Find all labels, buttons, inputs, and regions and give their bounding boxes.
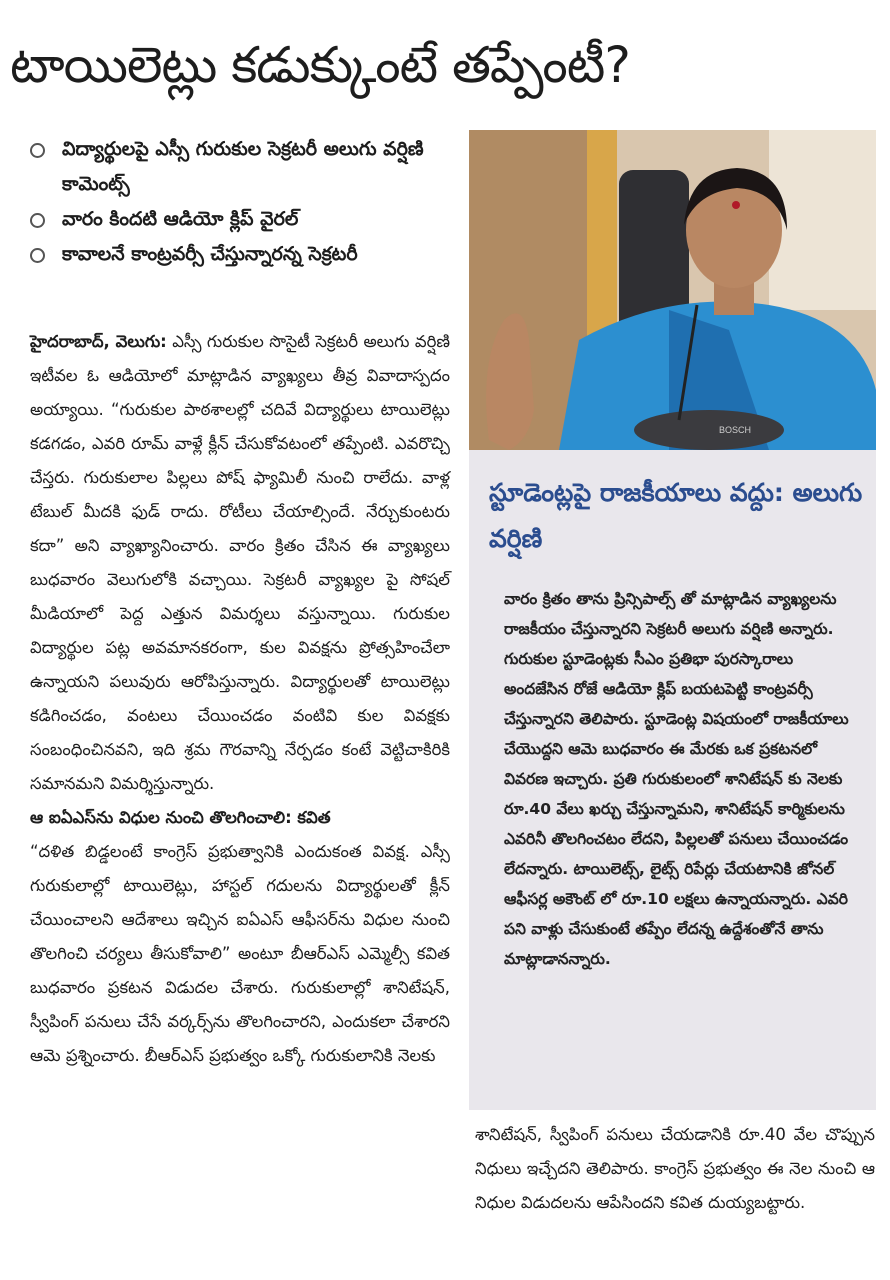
- mic-brand-label: BOSCH: [719, 425, 752, 435]
- dateline: హైదరాబాద్, వెలుగు:: [30, 332, 167, 351]
- bullet-ring-icon: [30, 248, 45, 263]
- highlight-item: [30, 202, 460, 237]
- sidebar-title: స్టూడెంట్లపై రాజకీయాలు వద్దు: అలుగు వర్షిణి: [489, 478, 863, 553]
- headline: టాయిలెట్లు కడుక్కుంటే తప్పేంటీ?: [10, 36, 630, 94]
- highlight-item: [30, 237, 460, 272]
- article-body: [30, 325, 450, 1073]
- highlight-item: [30, 132, 460, 202]
- article-continuation: శానిటేషన్, స్వీపింగ్ పనులు చేయడానికి రూ.40 వేల చొప్పున నిధులు ఇచ్చేదని తెలిపారు. కాంగ్రెస్ ప్రభుత్వం ఈ నెల నుంచి ఆ నిధుల విడుదలను ఆపేసిందని కవిత దుయ్యబట్టారు.: [475, 1125, 875, 1212]
- article-paragraph: “దళిత బిడ్డలంటే కాంగ్రెస్ ప్రభుత్వానికి ఎందుకంత వివక్ష. ఎస్సీ గురుకులాల్లో టాయిలెట్లు, హాస్టల్ గదులను విద్యార్థులతో క్లీన్ చేయించాలని ఆదేశాలు ఇచ్చిన ఐఏఎస్ ఆఫీసర్‌ను విధుల నుంచి తొలగించి చర్యలు తీసుకోవాలి” అంటూ బీఆర్ఎస్ ఎమ్మెల్సీ కవిత బుధవారం ప్రకటన విడుదల చేశారు. గురుకులాల్లో శానిటేషన్, స్వీపింగ్ పనులు చేసే వర్కర్స్‌ను తొలగించారని, ఎందుకలా చేశారని ఆమె ప్రశ్నించారు. బీఆర్ఎస్ ప్రభుత్వం ఒక్కో గురుకులానికి నెలకు: [30, 842, 450, 1065]
- sidebar-body: వారం క్రితం తాను ప్రిన్సిపాల్స్ తో మాట్లాడిన వ్యాఖ్యలను రాజకీయం చేస్తున్నారని సెక్రటరీ అలుగు వర్షిణి అన్నారు. గురుకుల స్టూడెంట్లకు సీఎం ప్రతిభా పురస్కారాలు అందజేసిన రోజే ఆడియో క్లిప్ బయటపెట్టి కాంట్రవర్సీ చేస్తున్నారని తెలిపారు. స్టూడెంట్ల విషయంలో రాజకీయాలు చేయొద్దని ఆమె బుధవారం ఈ మేరకు ఒక ప్రకటనలో వివరణ ఇచ్చారు. ప్రతి గురుకులంలో శానిటేషన్ కు నెలకు రూ.40 వేలు ఖర్చు చేస్తున్నామని, శానిటేషన్ కార్మికులను ఎవరినీ తొలగించటం లేదని, పిల్లలతో పనులు చేయించడం లేదన్నారు. టాయిలెట్స్, లైట్స్ రిపేర్లు చేయటానికి జోనల్ ఆఫీసర్ల అకౌంట్ లో రూ.10 లక్షలు ఉన్నాయన్నారు. ఎవరి పని వాళ్లు చేసుకుంటే తప్పేం లేదన్న ఉద్దేశంతోనే తాను మాట్లాడానన్నారు.: [504, 590, 849, 968]
- article-paragraph: [30, 325, 450, 801]
- highlights-list: [30, 132, 460, 272]
- paragraph-text: ఎస్సీ గురుకుల సొసైటీ సెక్రటరీ అలుగు వర్షిణి ఇటీవల ఓ ఆడియోలో మాట్లాడిన వ్యాఖ్యలు తీవ్ర వివాదాస్పదం అయ్యాయి. “గురుకుల పాఠశాలల్లో చదివే విద్యార్థులు టాయిలెట్లు కడగడం, ఎవరి రూమ్ వాళ్లే క్లీన్ చేసుకోవటంలో తప్పేంటి. ఎవరొచ్చి చేస్తరు. గురుకులాల పిల్లలు పోష్ ఫ్యామిలీ నుంచి రాలేదు. వాళ్ల టేబుల్ మీదకి ఫుడ్ రాదు. రోటీలు చేయాల్సిందే. నేర్చుకుంటరు కదా” అని వ్యాఖ్యానించారు. వారం క్రితం చేసిన ఈ వ్యాఖ్యలు బుధవారం వెలుగులోకి వచ్చాయి. సెక్రటరీ వ్యాఖ్యల పై సోషల్ మీడియాలో పెద్ద ఎత్తున విమర్శలు వస్తున్నాయి. గురుకుల విద్యార్థుల పట్ల అవమానకరంగా, కుల వివక్షను ప్రోత్సహించేలా ఉన్నాయని పలువురు ఆరోపిస్తున్నారు. విద్యార్థులతో టాయిలెట్లు కడిగించడం, వంటలు చేయించడం వంటివి కుల వివక్షకు సంబంధించినవని, ఇది శ్రమ గౌరవాన్ని నేర్పడం కంటే వెట్టిచాకిరికి సమానమని విమర్శిస్తున్నారు.: [30, 332, 450, 793]
- highlight-text: విద్యార్థులపై ఎస్సీ గురుకుల సెక్రటరీ అలుగు వర్షిణి కామెంట్స్: [62, 138, 424, 195]
- portrait-illustration: [469, 130, 876, 450]
- subheading: ఆ ఐఏఎస్‌ను విధుల నుంచి తొలగించాలి: కవిత: [30, 808, 331, 827]
- bullet-ring-icon: [30, 213, 45, 228]
- bullet-ring-icon: [30, 143, 45, 158]
- sidebar-box: [469, 450, 876, 1110]
- secretary-photo: [469, 130, 876, 450]
- highlight-text: వారం కిందటి ఆడియో క్లిప్ వైరల్: [62, 208, 299, 230]
- highlight-text: కావాలనే కాంట్రవర్సీ చేస్తున్నారన్న సెక్రటరీ: [62, 243, 358, 265]
